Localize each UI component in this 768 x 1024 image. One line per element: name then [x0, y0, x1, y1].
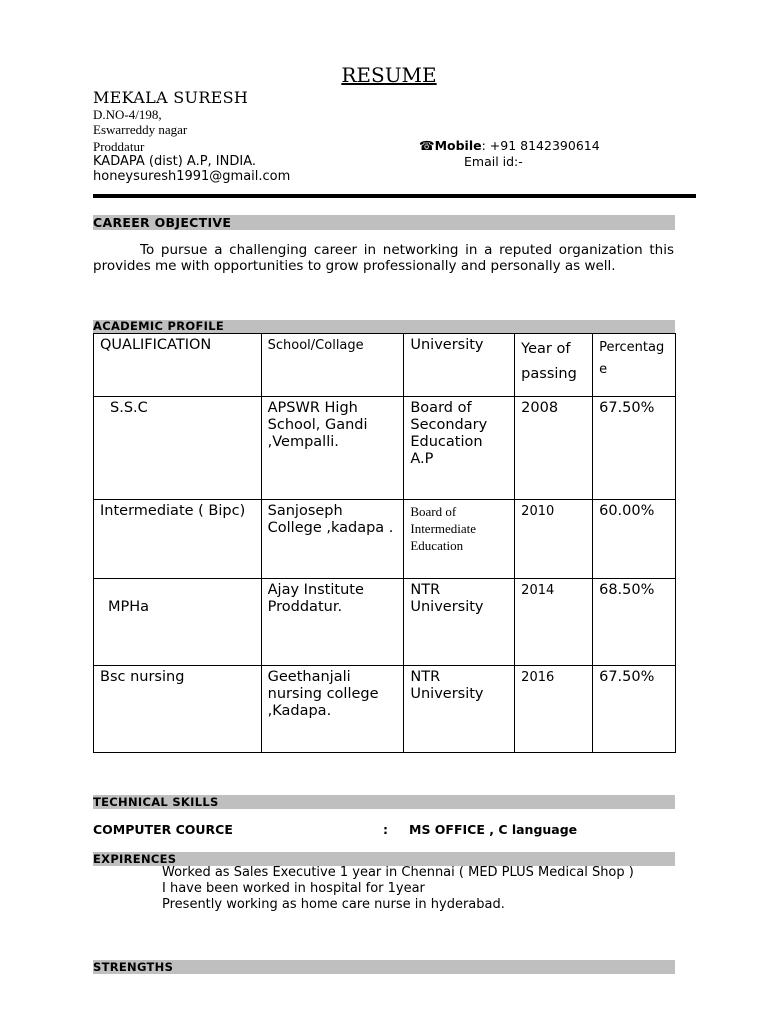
percentage-cell: 60.00% [593, 500, 676, 579]
experience-item: Presently working as home care nurse in hyderabad. [162, 897, 505, 912]
experience-item: I have been worked in hospital for 1year [162, 881, 425, 896]
skills-separator: : [383, 822, 388, 837]
experience-item: Worked as Sales Executive 1 year in Chennai ( MED PLUS Medical Shop ) [162, 865, 634, 880]
table-row [94, 397, 676, 500]
year-cell: 2010 [515, 500, 593, 579]
address-line-4: KADAPA (dist) A.P, INDIA. [93, 154, 257, 169]
experiences-heading: EXPIRENCES [93, 852, 675, 866]
email-address: honeysuresh1991@gmail.com [93, 169, 291, 184]
year-cell: 2014 [515, 579, 593, 666]
school-cell: Ajay Institute Proddatur. [261, 579, 404, 666]
candidate-name: MEKALA SURESH [93, 88, 249, 107]
qualification-cell: Bsc nursing [94, 666, 262, 753]
header-school: School/Collage [261, 334, 404, 397]
address-line-3: Proddatur [93, 139, 145, 154]
university-cell: Board of Intermediate Education [404, 500, 515, 579]
mobile-number: : +91 8142390614 [481, 138, 600, 153]
qualification-cell: MPHa [94, 579, 262, 666]
header-qualification: QUALIFICATION [94, 334, 262, 397]
school-cell: Geethanjali nursing college ,Kadapa. [261, 666, 404, 753]
percentage-cell: 67.50% [593, 666, 676, 753]
email-label: Email id:- [464, 154, 523, 169]
technical-skills-heading: TECHNICAL SKILLS [93, 795, 675, 809]
percentage-cell: 67.50% [593, 397, 676, 500]
address-line-2: Eswarreddy nagar [93, 122, 188, 137]
academic-profile-heading: ACADEMIC PROFILE [93, 320, 675, 333]
university-cell: NTR University [404, 579, 515, 666]
school-cell: Sanjoseph College ,kadapa . [261, 500, 404, 579]
table-row [94, 666, 676, 753]
header-percentage: Percentage [593, 334, 676, 397]
table-row [94, 579, 676, 666]
university-cell: NTR University [404, 666, 515, 753]
header-university: University [404, 334, 515, 397]
resume-title: RESUME [341, 63, 437, 87]
percentage-cell: 68.50% [593, 579, 676, 666]
telephone-icon: ☎ [419, 138, 435, 153]
computer-course-value: MS OFFICE , C language [409, 822, 578, 837]
year-cell: 2008 [515, 397, 593, 500]
table-header-row [94, 334, 676, 397]
mobile-label: Mobile [434, 138, 482, 153]
table-row [94, 500, 676, 579]
mobile-contact [419, 138, 600, 153]
career-objective-text: To pursue a challenging career in networking in a reputed organization this provides me with opportunities to grow professionally and personally as well. [93, 242, 674, 274]
strengths-heading: STRENGTHS [93, 960, 675, 974]
university-cell: Board of Secondary Education A.P [404, 397, 515, 500]
address-line-1: D.NO-4/198, [93, 107, 162, 122]
academic-table [93, 333, 676, 753]
header-year: Year of passing [515, 334, 593, 397]
qualification-cell: S.S.C [94, 397, 262, 500]
computer-course-label: COMPUTER COURCE [93, 822, 233, 837]
qualification-cell: Intermediate ( Bipc) [94, 500, 262, 579]
career-objective-heading: CAREER OBJECTIVE [93, 215, 675, 230]
header-divider [93, 194, 696, 198]
school-cell: APSWR High School, Gandi ,Vempalli. [261, 397, 404, 500]
year-cell: 2016 [515, 666, 593, 753]
